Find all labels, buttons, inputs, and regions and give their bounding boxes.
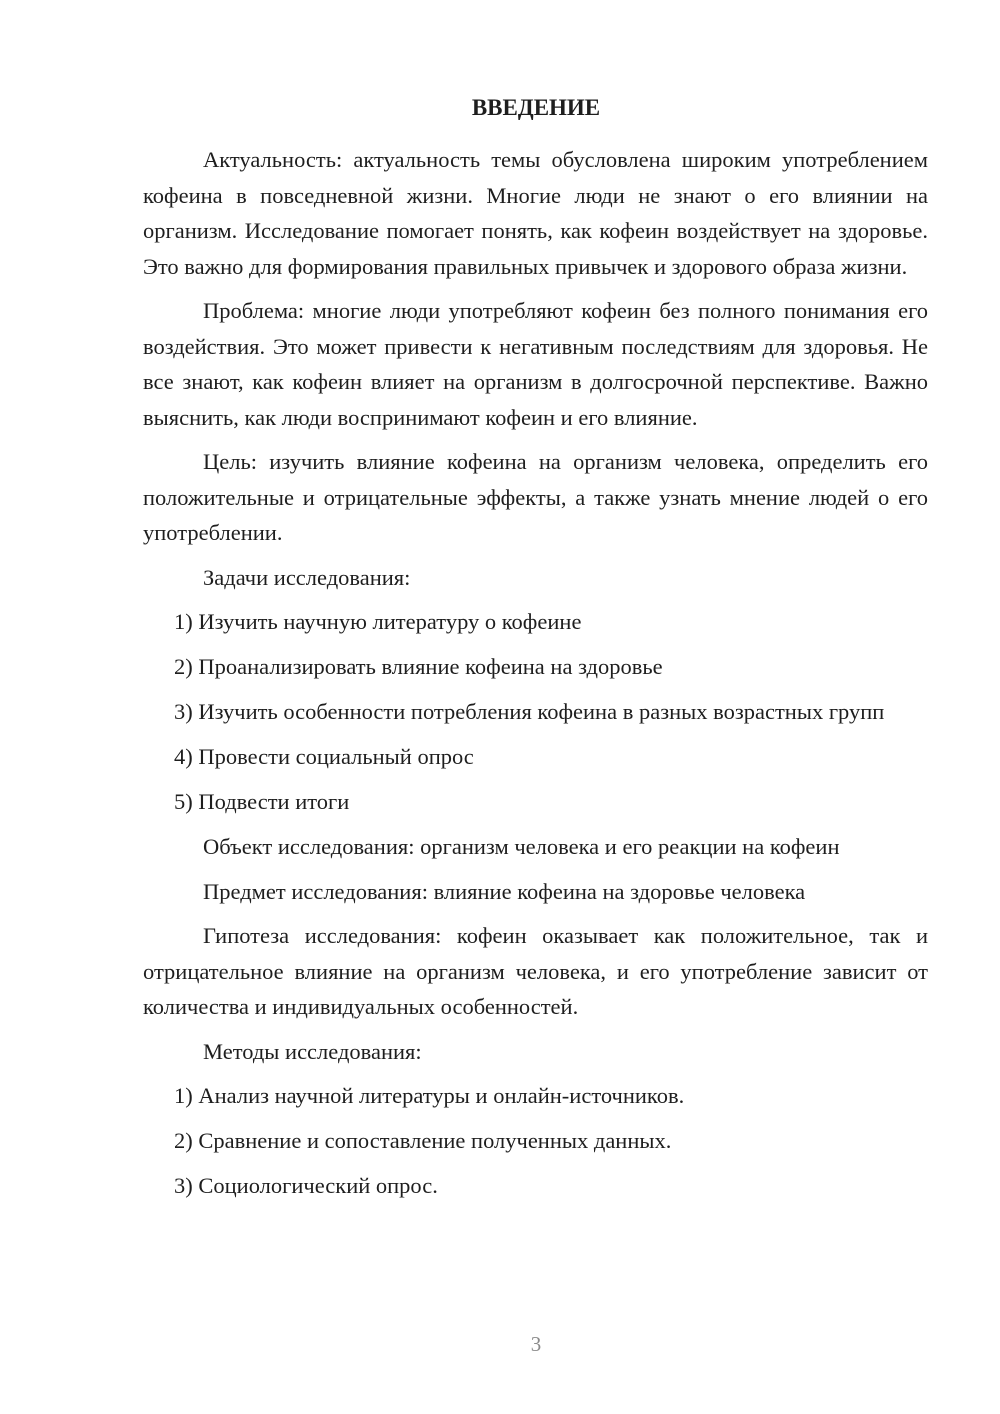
object-paragraph: Объект исследования: организм человека и его реакции на кофеин [203, 834, 840, 859]
method-item: 1) Анализ научной литературы и онлайн-источников. [174, 1083, 685, 1108]
document-body [143, 142, 928, 1213]
task-item: 2) Проанализировать влияние кофеина на здоровье [174, 654, 663, 679]
section-title: ВВЕДЕНИЕ [471, 95, 601, 120]
hypothesis-paragraph: Гипотеза исследования: кофеин оказывает как положительное, так и отрицательное влияние на организм человека, и его употребление зависит от количества и индивидуальных особенностей. [143, 923, 928, 1019]
subject-paragraph: Предмет исследования: влияние кофеина на здоровье человека [203, 878, 806, 904]
task-item: 4) Провести социальный опрос [174, 744, 474, 769]
tasks-heading: Задачи исследования: [203, 564, 411, 590]
goal-paragraph: Цель: изучить влияние кофеина на организм человека, определить его положительные и отрицательные эффекты, а также узнать мнение людей о его употреблении. [143, 449, 928, 545]
task-item: 5) Подвести итоги [174, 789, 350, 814]
relevance-paragraph: Актуальность: актуальность темы обусловлена широким употреблением кофеина в повседневной жизни. Многие люди не знают о его влиянии на организм. Исследование помогает понять, как кофеин воздействует на здоровье. Это важно для формирования правильных привычек и здорового образа жизни. [143, 147, 928, 279]
page-number: 3 [530, 1332, 542, 1356]
method-item: 3) Социологический опрос. [174, 1173, 438, 1198]
methods-heading: Методы исследования: [203, 1038, 422, 1064]
task-item: 3) Изучить особенности потребления кофеина в разных возрастных групп [174, 699, 885, 724]
task-item: 1) Изучить научную литературу о кофеине [174, 609, 582, 634]
problem-paragraph: Проблема: многие люди употребляют кофеин без полного понимания его воздействия. Это может привести к негативным последствиям для здоровья. Не все знают, как кофеин влияет на организм в долгосрочной перспективе. Важно выяснить, как люди воспринимают кофеин и его влияние. [143, 298, 928, 430]
method-item: 2) Сравнение и сопоставление полученных данных. [174, 1128, 672, 1153]
